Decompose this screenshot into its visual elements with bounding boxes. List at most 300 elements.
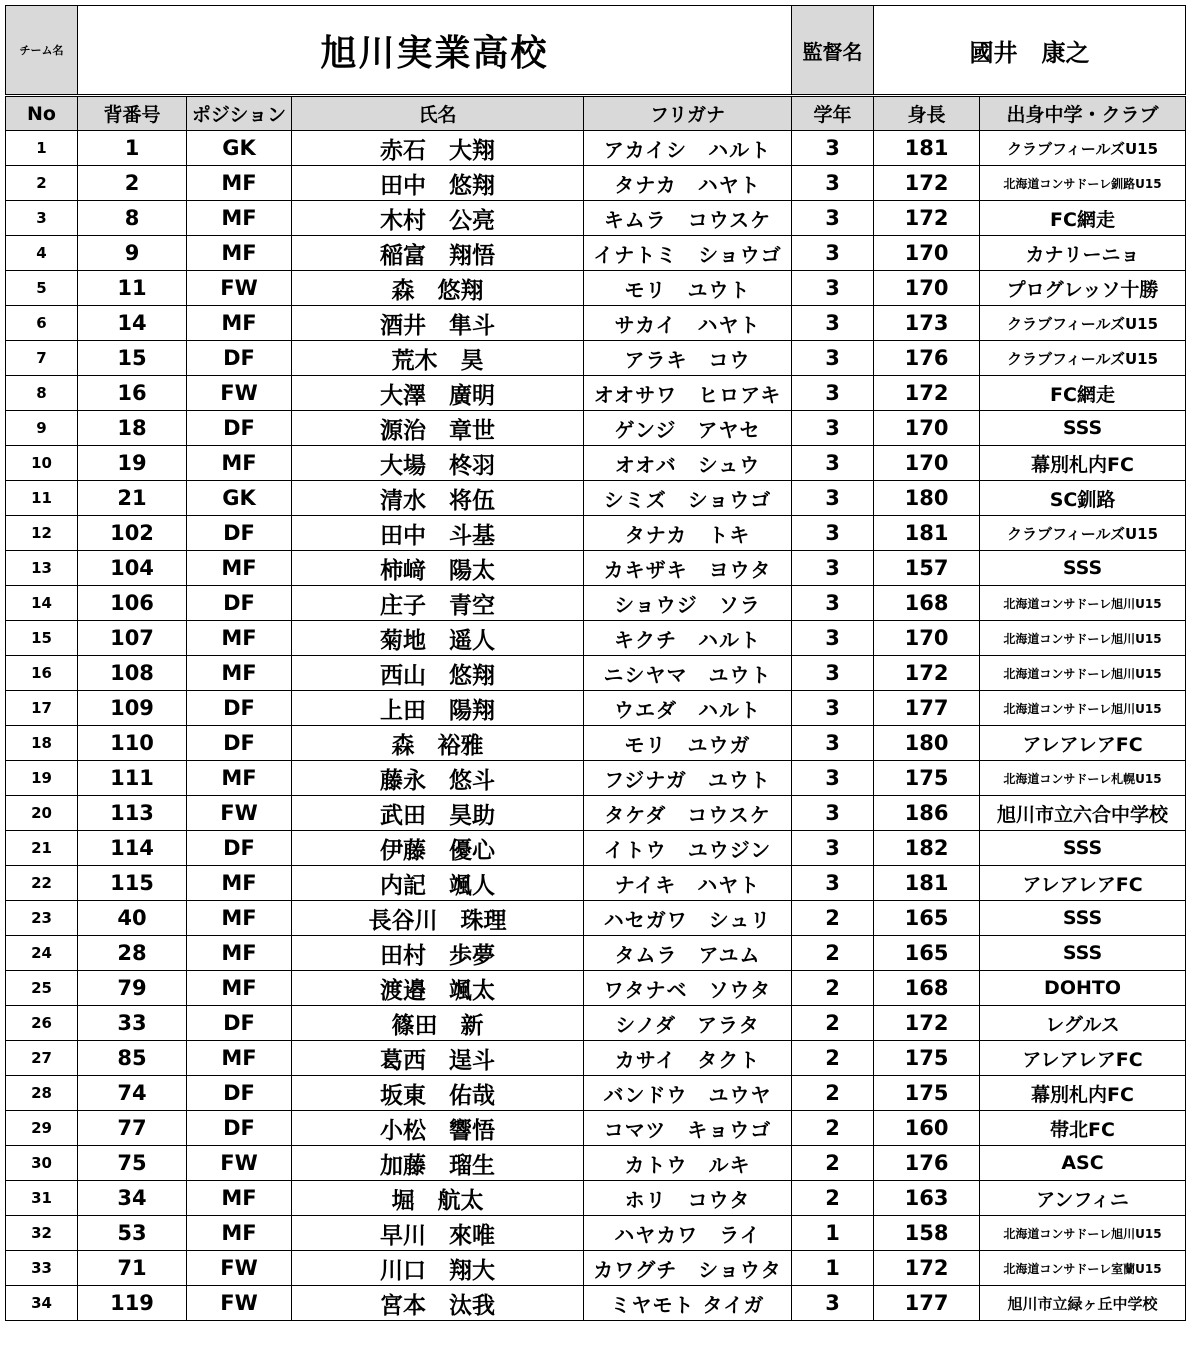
player-club: SSS <box>980 551 1186 586</box>
player-club: FC網走 <box>980 376 1186 411</box>
player-club: クラブフィールズU15 <box>980 341 1186 376</box>
player-club: 北海道コンサドーレ旭川U15 <box>980 586 1186 621</box>
player-grade: 3 <box>792 411 874 446</box>
player-position: FW <box>187 376 292 411</box>
player-name: 菊地 遥人 <box>292 621 584 656</box>
player-height: 181 <box>874 131 980 166</box>
table-row <box>6 446 1186 481</box>
player-kana: オオバ シュウ <box>584 446 792 481</box>
player-number: 106 <box>78 586 187 621</box>
player-height: 172 <box>874 166 980 201</box>
player-grade: 3 <box>792 481 874 516</box>
player-no: 12 <box>6 516 78 551</box>
player-position: GK <box>187 131 292 166</box>
player-position: DF <box>187 586 292 621</box>
player-number: 102 <box>78 516 187 551</box>
player-position: MF <box>187 166 292 201</box>
player-kana: タナカ ハヤト <box>584 166 792 201</box>
player-kana: ショウジ ソラ <box>584 586 792 621</box>
player-height: 182 <box>874 831 980 866</box>
player-kana: キムラ コウスケ <box>584 201 792 236</box>
table-row <box>6 551 1186 586</box>
player-no: 14 <box>6 586 78 621</box>
player-name: 田村 歩夢 <box>292 936 584 971</box>
player-no: 2 <box>6 166 78 201</box>
player-position: MF <box>187 901 292 936</box>
player-kana: アラキ コウ <box>584 341 792 376</box>
column-header-club: 出身中学・クラブ <box>980 96 1186 131</box>
player-kana: ニシヤマ ユウト <box>584 656 792 691</box>
team-header-row <box>6 6 1186 96</box>
player-name: 篠田 新 <box>292 1006 584 1041</box>
player-no: 24 <box>6 936 78 971</box>
player-height: 158 <box>874 1216 980 1251</box>
player-position: GK <box>187 481 292 516</box>
player-height: 177 <box>874 1286 980 1321</box>
player-grade: 3 <box>792 551 874 586</box>
player-kana: ホリ コウタ <box>584 1181 792 1216</box>
player-kana: カワグチ ショウタ <box>584 1251 792 1286</box>
table-row <box>6 166 1186 201</box>
player-height: 170 <box>874 271 980 306</box>
player-kana: カサイ タクト <box>584 1041 792 1076</box>
table-row <box>6 481 1186 516</box>
player-name: 藤永 悠斗 <box>292 761 584 796</box>
player-grade: 3 <box>792 586 874 621</box>
player-position: DF <box>187 726 292 761</box>
player-grade: 2 <box>792 901 874 936</box>
player-club: レグルス <box>980 1006 1186 1041</box>
player-number: 114 <box>78 831 187 866</box>
player-no: 34 <box>6 1286 78 1321</box>
player-name: 伊藤 優心 <box>292 831 584 866</box>
table-row <box>6 306 1186 341</box>
team-label: チーム名 <box>6 6 78 96</box>
player-number: 77 <box>78 1111 187 1146</box>
player-club: 北海道コンサドーレ釧路U15 <box>980 166 1186 201</box>
player-grade: 1 <box>792 1216 874 1251</box>
player-number: 19 <box>78 446 187 481</box>
player-kana: ワタナベ ソウタ <box>584 971 792 1006</box>
table-row <box>6 1216 1186 1251</box>
player-no: 18 <box>6 726 78 761</box>
player-grade: 3 <box>792 376 874 411</box>
player-grade: 3 <box>792 201 874 236</box>
player-number: 107 <box>78 621 187 656</box>
table-row <box>6 411 1186 446</box>
player-name: 堀 航太 <box>292 1181 584 1216</box>
player-position: DF <box>187 691 292 726</box>
player-club: アンフィニ <box>980 1181 1186 1216</box>
player-grade: 3 <box>792 131 874 166</box>
player-height: 160 <box>874 1111 980 1146</box>
player-kana: コマツ キョウゴ <box>584 1111 792 1146</box>
table-row <box>6 1006 1186 1041</box>
player-name: 田中 悠翔 <box>292 166 584 201</box>
player-no: 8 <box>6 376 78 411</box>
table-row <box>6 516 1186 551</box>
player-position: MF <box>187 1041 292 1076</box>
player-position: FW <box>187 796 292 831</box>
player-name: 早川 來唯 <box>292 1216 584 1251</box>
player-number: 71 <box>78 1251 187 1286</box>
table-row <box>6 866 1186 901</box>
player-height: 175 <box>874 1041 980 1076</box>
column-header-grade: 学年 <box>792 96 874 131</box>
player-number: 15 <box>78 341 187 376</box>
player-kana: タナカ トキ <box>584 516 792 551</box>
player-grade: 3 <box>792 691 874 726</box>
player-grade: 2 <box>792 1111 874 1146</box>
player-number: 33 <box>78 1006 187 1041</box>
player-name: 赤石 大翔 <box>292 131 584 166</box>
player-position: MF <box>187 971 292 1006</box>
table-row <box>6 1076 1186 1111</box>
player-number: 79 <box>78 971 187 1006</box>
player-number: 111 <box>78 761 187 796</box>
player-grade: 3 <box>792 236 874 271</box>
player-height: 172 <box>874 376 980 411</box>
player-kana: ミヤモト タイガ <box>584 1286 792 1321</box>
column-header-position: ポジション <box>187 96 292 131</box>
player-number: 119 <box>78 1286 187 1321</box>
column-header-row <box>6 96 1186 131</box>
player-club: 北海道コンサドーレ旭川U15 <box>980 691 1186 726</box>
player-grade: 2 <box>792 1146 874 1181</box>
player-kana: ナイキ ハヤト <box>584 866 792 901</box>
player-no: 28 <box>6 1076 78 1111</box>
player-position: DF <box>187 1076 292 1111</box>
player-number: 9 <box>78 236 187 271</box>
player-kana: カトウ ルキ <box>584 1146 792 1181</box>
player-club: 北海道コンサドーレ旭川U15 <box>980 621 1186 656</box>
player-kana: キクチ ハルト <box>584 621 792 656</box>
player-position: DF <box>187 1006 292 1041</box>
player-no: 17 <box>6 691 78 726</box>
table-row <box>6 971 1186 1006</box>
player-grade: 2 <box>792 971 874 1006</box>
table-row <box>6 201 1186 236</box>
player-kana: アカイシ ハルト <box>584 131 792 166</box>
player-number: 40 <box>78 901 187 936</box>
player-number: 85 <box>78 1041 187 1076</box>
player-height: 180 <box>874 481 980 516</box>
player-height: 172 <box>874 1006 980 1041</box>
player-name: 田中 斗基 <box>292 516 584 551</box>
table-row <box>6 621 1186 656</box>
player-position: MF <box>187 1181 292 1216</box>
table-row <box>6 691 1186 726</box>
player-no: 29 <box>6 1111 78 1146</box>
player-club: プログレッソ十勝 <box>980 271 1186 306</box>
player-position: MF <box>187 866 292 901</box>
player-position: DF <box>187 831 292 866</box>
player-number: 16 <box>78 376 187 411</box>
player-height: 172 <box>874 1251 980 1286</box>
player-height: 180 <box>874 726 980 761</box>
player-grade: 3 <box>792 1286 874 1321</box>
player-no: 23 <box>6 901 78 936</box>
player-club: DOHTO <box>980 971 1186 1006</box>
player-club: 旭川市立緑ヶ丘中学校 <box>980 1286 1186 1321</box>
player-number: 109 <box>78 691 187 726</box>
player-name: 川口 翔大 <box>292 1251 584 1286</box>
player-club: 旭川市立六合中学校 <box>980 796 1186 831</box>
player-position: MF <box>187 551 292 586</box>
player-height: 172 <box>874 656 980 691</box>
player-number: 75 <box>78 1146 187 1181</box>
player-no: 9 <box>6 411 78 446</box>
player-kana: サカイ ハヤト <box>584 306 792 341</box>
column-header-number: 背番号 <box>78 96 187 131</box>
player-height: 170 <box>874 446 980 481</box>
player-grade: 3 <box>792 621 874 656</box>
player-number: 11 <box>78 271 187 306</box>
player-height: 170 <box>874 621 980 656</box>
player-club: 帯北FC <box>980 1111 1186 1146</box>
player-no: 32 <box>6 1216 78 1251</box>
player-name: 上田 陽翔 <box>292 691 584 726</box>
player-position: MF <box>187 761 292 796</box>
player-kana: タケダ コウスケ <box>584 796 792 831</box>
player-height: 173 <box>874 306 980 341</box>
player-name: 森 悠翔 <box>292 271 584 306</box>
player-club: 北海道コンサドーレ室蘭U15 <box>980 1251 1186 1286</box>
player-name: 大澤 廣明 <box>292 376 584 411</box>
player-club: SSS <box>980 936 1186 971</box>
player-height: 170 <box>874 236 980 271</box>
player-number: 18 <box>78 411 187 446</box>
table-row <box>6 761 1186 796</box>
player-name: 小松 響悟 <box>292 1111 584 1146</box>
player-no: 4 <box>6 236 78 271</box>
player-club: 北海道コンサドーレ旭川U15 <box>980 1216 1186 1251</box>
player-position: DF <box>187 341 292 376</box>
table-row <box>6 236 1186 271</box>
player-position: MF <box>187 306 292 341</box>
table-row <box>6 831 1186 866</box>
player-height: 176 <box>874 1146 980 1181</box>
player-position: FW <box>187 271 292 306</box>
player-number: 115 <box>78 866 187 901</box>
player-height: 181 <box>874 866 980 901</box>
player-grade: 3 <box>792 341 874 376</box>
player-height: 165 <box>874 936 980 971</box>
player-club: SSS <box>980 901 1186 936</box>
player-name: 木村 公亮 <box>292 201 584 236</box>
player-club: 北海道コンサドーレ札幌U15 <box>980 761 1186 796</box>
player-position: DF <box>187 516 292 551</box>
player-height: 172 <box>874 201 980 236</box>
player-name: 源治 章世 <box>292 411 584 446</box>
player-height: 168 <box>874 971 980 1006</box>
player-no: 21 <box>6 831 78 866</box>
player-grade: 3 <box>792 166 874 201</box>
player-height: 170 <box>874 411 980 446</box>
player-name: 宮本 汰我 <box>292 1286 584 1321</box>
player-height: 157 <box>874 551 980 586</box>
table-row <box>6 1286 1186 1321</box>
player-no: 7 <box>6 341 78 376</box>
player-name: 稲富 翔悟 <box>292 236 584 271</box>
player-name: 庄子 青空 <box>292 586 584 621</box>
player-kana: ゲンジ アヤセ <box>584 411 792 446</box>
player-name: 内記 颯人 <box>292 866 584 901</box>
player-number: 21 <box>78 481 187 516</box>
table-row <box>6 1041 1186 1076</box>
player-grade: 2 <box>792 1006 874 1041</box>
player-no: 11 <box>6 481 78 516</box>
player-position: FW <box>187 1146 292 1181</box>
table-row <box>6 131 1186 166</box>
player-club: アレアレアFC <box>980 866 1186 901</box>
column-header-height: 身長 <box>874 96 980 131</box>
player-name: 加藤 瑠生 <box>292 1146 584 1181</box>
player-kana: シミズ ショウゴ <box>584 481 792 516</box>
player-kana: モリ ユウガ <box>584 726 792 761</box>
coach-label: 監督名 <box>792 6 874 96</box>
table-row <box>6 376 1186 411</box>
player-no: 25 <box>6 971 78 1006</box>
player-club: クラブフィールズU15 <box>980 516 1186 551</box>
player-position: MF <box>187 446 292 481</box>
player-club: クラブフィールズU15 <box>980 306 1186 341</box>
player-no: 6 <box>6 306 78 341</box>
player-kana: フジナガ ユウト <box>584 761 792 796</box>
player-name: 坂東 佑哉 <box>292 1076 584 1111</box>
player-height: 175 <box>874 761 980 796</box>
player-grade: 1 <box>792 1251 874 1286</box>
table-row <box>6 341 1186 376</box>
player-no: 19 <box>6 761 78 796</box>
player-height: 175 <box>874 1076 980 1111</box>
player-height: 186 <box>874 796 980 831</box>
player-kana: ハセガワ シュリ <box>584 901 792 936</box>
player-name: 柿﨑 陽太 <box>292 551 584 586</box>
player-name: 森 裕雅 <box>292 726 584 761</box>
player-position: MF <box>187 1216 292 1251</box>
column-header-kana: フリガナ <box>584 96 792 131</box>
player-position: FW <box>187 1251 292 1286</box>
player-kana: カキザキ ヨウタ <box>584 551 792 586</box>
player-position: MF <box>187 621 292 656</box>
player-position: MF <box>187 936 292 971</box>
player-grade: 2 <box>792 1041 874 1076</box>
table-row <box>6 1251 1186 1286</box>
player-number: 34 <box>78 1181 187 1216</box>
player-position: MF <box>187 201 292 236</box>
player-grade: 2 <box>792 1181 874 1216</box>
player-name: 酒井 隼斗 <box>292 306 584 341</box>
player-grade: 2 <box>792 936 874 971</box>
player-number: 14 <box>78 306 187 341</box>
roster-table <box>5 5 1186 1321</box>
player-number: 108 <box>78 656 187 691</box>
player-grade: 3 <box>792 446 874 481</box>
player-no: 5 <box>6 271 78 306</box>
player-grade: 3 <box>792 831 874 866</box>
player-position: FW <box>187 1286 292 1321</box>
player-no: 22 <box>6 866 78 901</box>
player-number: 104 <box>78 551 187 586</box>
player-no: 27 <box>6 1041 78 1076</box>
table-row <box>6 586 1186 621</box>
player-kana: バンドウ ユウヤ <box>584 1076 792 1111</box>
player-club: アレアレアFC <box>980 726 1186 761</box>
player-club: カナリーニョ <box>980 236 1186 271</box>
player-club: ASC <box>980 1146 1186 1181</box>
player-name: 西山 悠翔 <box>292 656 584 691</box>
player-grade: 3 <box>792 656 874 691</box>
player-height: 163 <box>874 1181 980 1216</box>
player-number: 74 <box>78 1076 187 1111</box>
table-row <box>6 936 1186 971</box>
player-club: SC釧路 <box>980 481 1186 516</box>
player-number: 53 <box>78 1216 187 1251</box>
table-row <box>6 1181 1186 1216</box>
table-row <box>6 726 1186 761</box>
player-name: 長谷川 珠理 <box>292 901 584 936</box>
player-no: 10 <box>6 446 78 481</box>
player-number: 8 <box>78 201 187 236</box>
player-no: 13 <box>6 551 78 586</box>
player-no: 3 <box>6 201 78 236</box>
player-no: 1 <box>6 131 78 166</box>
player-grade: 3 <box>792 761 874 796</box>
player-kana: タムラ アユム <box>584 936 792 971</box>
player-grade: 3 <box>792 866 874 901</box>
player-name: 葛西 逞斗 <box>292 1041 584 1076</box>
player-height: 181 <box>874 516 980 551</box>
player-club: SSS <box>980 831 1186 866</box>
player-grade: 3 <box>792 796 874 831</box>
player-club: 幕別札内FC <box>980 1076 1186 1111</box>
player-no: 16 <box>6 656 78 691</box>
column-header-no: No <box>6 96 78 131</box>
player-grade: 3 <box>792 306 874 341</box>
player-no: 30 <box>6 1146 78 1181</box>
player-club: 幕別札内FC <box>980 446 1186 481</box>
player-height: 165 <box>874 901 980 936</box>
table-row <box>6 271 1186 306</box>
player-name: 大場 柊羽 <box>292 446 584 481</box>
player-position: DF <box>187 1111 292 1146</box>
player-kana: ハヤカワ ライ <box>584 1216 792 1251</box>
player-number: 110 <box>78 726 187 761</box>
player-grade: 3 <box>792 726 874 761</box>
player-name: 荒木 昊 <box>292 341 584 376</box>
player-kana: モリ ユウト <box>584 271 792 306</box>
table-row <box>6 656 1186 691</box>
player-height: 168 <box>874 586 980 621</box>
table-row <box>6 1146 1186 1181</box>
player-number: 2 <box>78 166 187 201</box>
player-no: 31 <box>6 1181 78 1216</box>
player-height: 176 <box>874 341 980 376</box>
player-no: 15 <box>6 621 78 656</box>
team-name: 旭川実業高校 <box>78 6 792 96</box>
player-club: クラブフィールズU15 <box>980 131 1186 166</box>
player-kana: シノダ アラタ <box>584 1006 792 1041</box>
player-name: 武田 昊助 <box>292 796 584 831</box>
player-position: MF <box>187 236 292 271</box>
player-kana: ウエダ ハルト <box>584 691 792 726</box>
table-row <box>6 901 1186 936</box>
player-club: アレアレアFC <box>980 1041 1186 1076</box>
player-grade: 2 <box>792 1076 874 1111</box>
player-club: FC網走 <box>980 201 1186 236</box>
player-no: 33 <box>6 1251 78 1286</box>
